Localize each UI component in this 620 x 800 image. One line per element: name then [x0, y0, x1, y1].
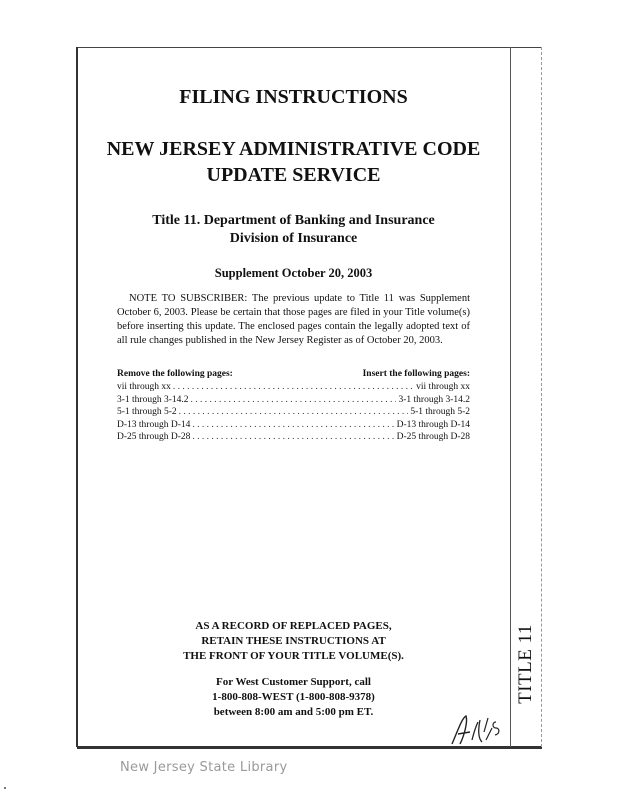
- side-tab-label: TITLE 11: [515, 624, 536, 704]
- title-department: [77, 212, 510, 248]
- page-title: FILING INSTRUCTIONS: [179, 86, 408, 108]
- insert-header: Insert the following pages:: [362, 369, 470, 379]
- insert-pages: 3-1 through 3-14.2: [398, 394, 470, 405]
- title-division-line: Division of Insurance: [229, 231, 358, 246]
- title-department-line: Title 11. Department of Banking and Insurance: [152, 213, 435, 228]
- insert-pages: D-25 through D-28: [396, 432, 470, 442]
- remove-pages: D-13 through D-14: [117, 419, 191, 430]
- table-row: [117, 419, 470, 432]
- table-row: [117, 381, 470, 394]
- code-title-line: NEW JERSEY ADMINISTRATIVE CODE: [106, 138, 481, 160]
- table-row: [117, 394, 470, 407]
- frame-top-border: [77, 47, 542, 48]
- leader-dots: [191, 394, 397, 407]
- record-notice-line: AS A RECORD OF REPLACED PAGES,: [195, 620, 392, 632]
- record-notice-line: THE FRONT OF YOUR TITLE VOLUME(S).: [183, 650, 404, 662]
- leader-dots: [179, 406, 409, 419]
- leader-dots: [192, 431, 394, 444]
- record-notice-line: RETAIN THESE INSTRUCTIONS AT: [201, 635, 386, 647]
- insert-pages: vii through xx: [416, 382, 470, 392]
- remove-pages: 5-1 through 5-2: [117, 407, 177, 417]
- record-notice: [77, 619, 510, 664]
- insert-pages: D-13 through D-14: [396, 419, 470, 430]
- code-title-line: UPDATE SERVICE: [206, 164, 381, 186]
- leader-dots: [173, 381, 414, 394]
- supplement-date: Supplement October 20, 2003: [214, 266, 373, 280]
- pages-table: [117, 368, 470, 444]
- table-row: [117, 431, 470, 444]
- table-row: [117, 406, 470, 419]
- customer-support: [77, 675, 510, 720]
- insert-pages: 5-1 through 5-2: [410, 407, 470, 417]
- remove-pages: vii through xx: [117, 382, 171, 392]
- code-title: [77, 136, 510, 188]
- pages-table-header: [117, 368, 470, 381]
- support-line: For West Customer Support, call: [216, 676, 371, 688]
- support-hours: between 8:00 am and 5:00 pm ET.: [213, 706, 374, 718]
- subscriber-note: NOTE TO SUBSCRIBER: The previous update to Title 11 was Supplement October 6, 2003. Please be certain that those pages are filed in your Title volume(s) before inserting this update. The enclosed pages contain the legally adopted text of all rule changes published in the New Jersey Register as of October 20, 2003.: [117, 293, 470, 346]
- remove-pages: 3-1 through 3-14.2: [117, 394, 189, 405]
- handwritten-initials: [448, 710, 506, 748]
- remove-pages: D-25 through D-28: [117, 432, 191, 442]
- library-stamp: New Jersey State Library: [120, 760, 288, 775]
- scan-speck: [4, 787, 6, 789]
- support-phone: 1-800-808-WEST (1-800-808-9378): [212, 691, 375, 703]
- remove-header: Remove the following pages:: [117, 369, 233, 379]
- leader-dots: [192, 419, 394, 432]
